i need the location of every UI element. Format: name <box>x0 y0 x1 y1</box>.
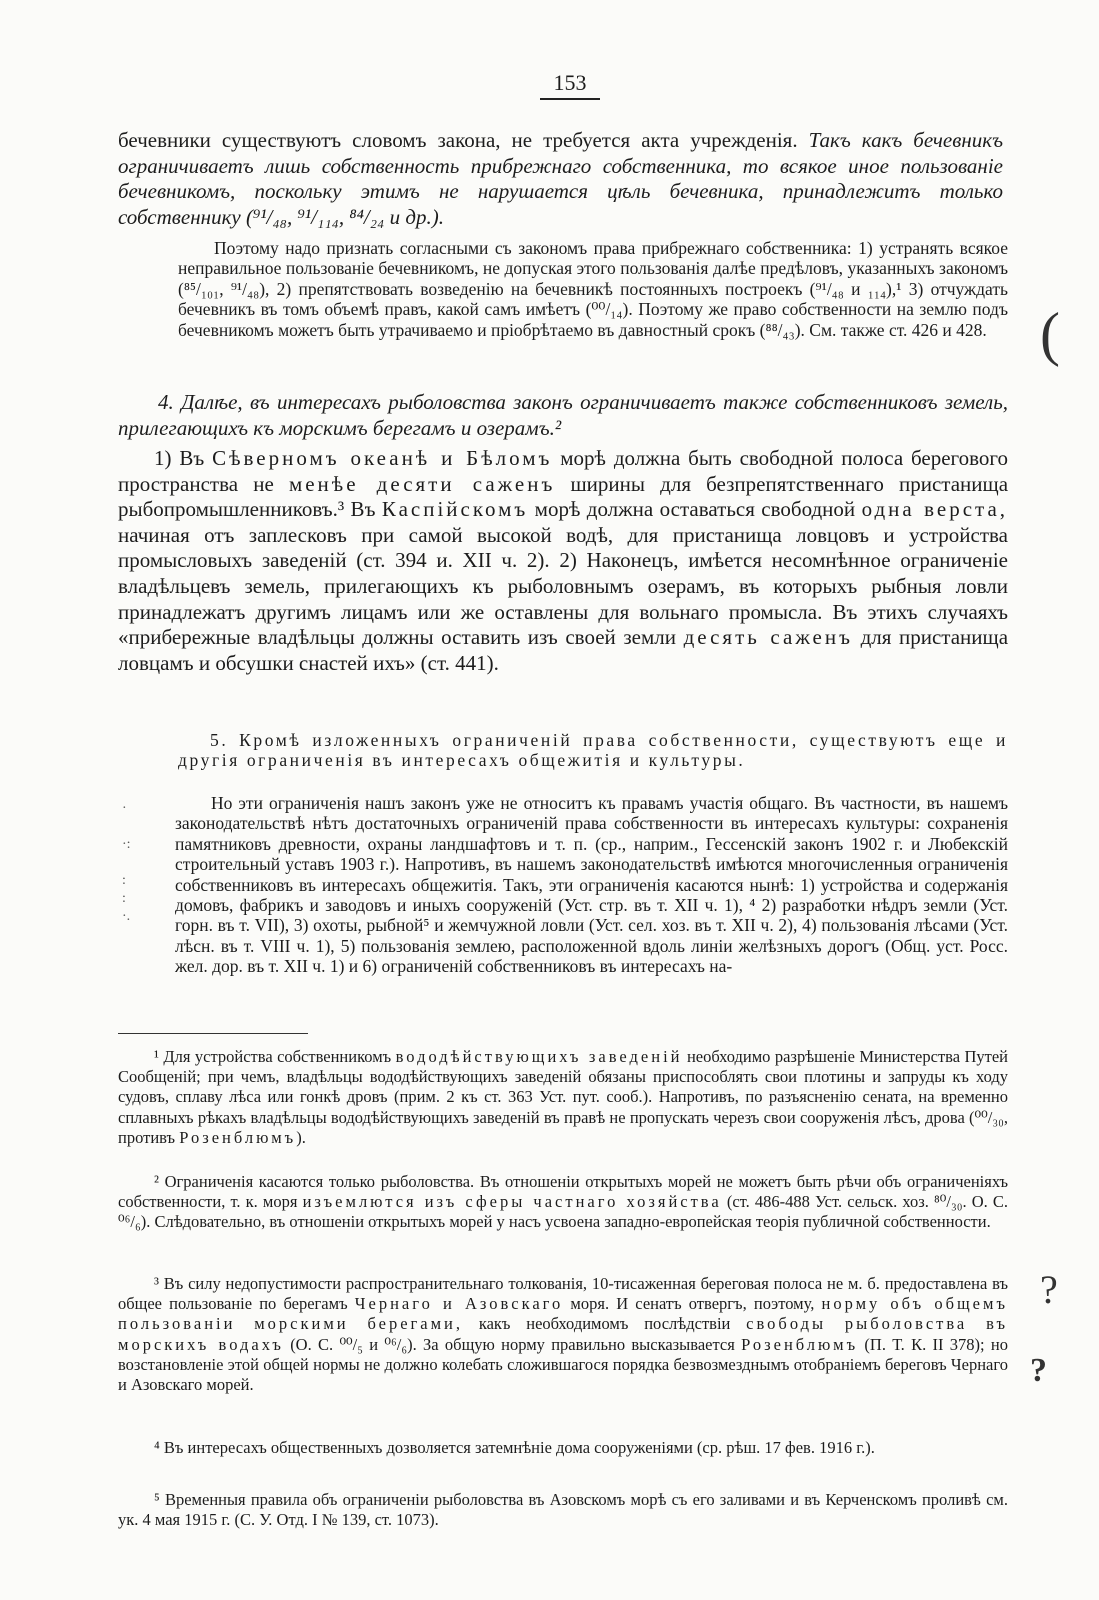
spaced-text-run: Сѣверномъ океанѣ и Бѣломъ <box>212 446 553 470</box>
footnote-marker: ² <box>154 1172 159 1191</box>
text-run: Временныя правила объ ограниченіи рыболовства въ Азовскомъ морѣ съ его заливами и въ Керченскомъ проливѣ см. ук. 4 мая 1915 г. (С. У. Отд. I № 139, ст. 1073). <box>118 1490 1008 1530</box>
spaced-text-run: Каспійскомъ <box>381 497 529 522</box>
spaced-text-run: Розенблюмъ <box>741 1334 859 1354</box>
footnote-marker: ⁵ <box>154 1490 160 1509</box>
text-run: Ограниченія касаются только рыболовства. Въ отношеніи открытыхъ морей не можетъ быть рѣчи объ ограниченіяхъ собственности, т. к. моря <box>118 1172 1009 1212</box>
spaced-text-run: норму объ общемъ пользованіи морскими берегами, <box>118 1294 1008 1334</box>
text-run: моря. И сенатъ отвергъ, поэтому, <box>570 1294 815 1314</box>
text-run: Для устройства собственникомъ <box>163 1047 392 1066</box>
spaced-text-run: свободы рыболовства въ морскихъ водахъ <box>118 1314 1008 1354</box>
paragraph-riparian-rights <box>178 238 1008 340</box>
footnote-marker: ³ <box>154 1274 159 1293</box>
text-run: морѣ должна быть свободной полоса берегового пространства не <box>118 446 1009 496</box>
text-run: Въ силу недопустимости распространительнаго толкованія, 10-тисаженная береговая полоса не м. б. предоставлена въ общее пользованіе по берегамъ <box>118 1274 1009 1314</box>
spaced-text-run: десять саженъ <box>683 625 853 650</box>
text-run: (О. С. ⁰⁰/₅ и ⁰⁶/₆). За общую норму правильно высказывается <box>290 1334 735 1354</box>
paragraph-other-restrictions <box>178 730 1008 771</box>
text-run: для пристанища ловцамъ и обсушки снастей ихъ» (ст. 441). <box>118 625 1009 675</box>
text-run: необходимо разрѣшеніе Министерства Путей Сообщеній; при чемъ, владѣльцы вододѣйствующихъ заведеній обязаны приспособлять свои плотины и запруды къ ходу судовъ, сплаву лѣса или гонкѣ дровъ (прим. 2 къ ст. 363 Уст. пут. сооб.). Напротивъ, по разъясненію сената, на временно сплавныхъ рѣкахъ владѣльцы вододѣйствующихъ заведеній въ правѣ не пропускать черезъ свои сооруженія лѣсъ, дрова (⁰⁰/₃₀, противъ <box>118 1047 1009 1147</box>
footnote-marker: ¹ <box>154 1047 159 1066</box>
footnote-5 <box>118 1490 1008 1530</box>
paragraph-text: бечевники существуютъ словомъ закона, не требуется акта учрежденія. <box>118 128 798 152</box>
text-run: 1) Въ <box>154 446 205 470</box>
margin-question-mark: ? <box>1030 1352 1047 1389</box>
paragraph-coastal-strip <box>118 446 1008 676</box>
margin-dots: · ·: : : ·. <box>122 801 131 924</box>
paragraph-italic-text: Такъ какъ бечевникъ ограничиваетъ лишь собственность прибрежнаго собственника, то всякое иное пользованіе бечевникомъ, поскольку этимъ не нарушается цѣль бечевника, принадлежитъ только собственнику (⁹¹/₄₈, ⁹¹/₁₁₄, ⁸⁴/₂₄ и др.). <box>118 128 1004 229</box>
footnote-2 <box>118 1172 1008 1233</box>
spaced-text-run: менѣе десяти саженъ <box>288 471 556 496</box>
paragraph-culture-restrictions <box>175 793 1008 977</box>
margin-question-mark: ? <box>1040 1267 1058 1312</box>
text-run: морѣ должна оставаться свободной <box>534 497 856 522</box>
footnote-4 <box>118 1438 1008 1458</box>
footnote-separator <box>118 1033 308 1034</box>
paragraph-text: Поэтому надо признать согласными съ закономъ права прибрежнаго собственника: 1) устранять всякое неправильное пользованіе бечевникомъ, не допуская этого пользованія далѣе предѣловъ, указанныхъ закономъ (⁸⁵/₁₀₁, ⁹¹/₄₈), 2) препятствовать возведенію на бечевникѣ постоянныхъ построекъ (⁹¹/₄₈ и ₁₁₄),¹ 3) отчуждать бечевникъ въ томъ объемѣ правъ, какой самъ имѣетъ (⁰⁰/₁₄). Поэтому же право собственности на землю подъ бечевникомъ можетъ быть утрачиваемо и пріобрѣтаемо въ давностный срокъ (⁸⁸/₄₃). См. также ст. 426 и 428. <box>178 238 1008 340</box>
page-number: 153 <box>540 70 600 100</box>
text-run: какъ необходимомъ послѣдствіи <box>478 1314 731 1334</box>
footnote-1 <box>118 1047 1008 1148</box>
spaced-text-run: изъемлются изъ сферы частнаго хозяйства <box>302 1192 722 1212</box>
margin-bracket-mark: ( <box>1040 301 1060 367</box>
paragraph-text: Но эти ограниченія нашъ законъ уже не относитъ къ правамъ участія общаго. Въ частности, въ нашемъ законодательствѣ нѣтъ достаточныхъ ограниченій права собственности въ интересахъ культуры: сохраненія памятниковъ древности, охраны ландшафтовъ и т. п. (ср., наприм., Гессенскій законъ 1902 г. и Любекскій строительный уставъ 1903 г.). Напротивъ, въ нашемъ законодательствѣ имѣются многочисленныя ограниченія собственниковъ въ интересахъ общежитія. Такъ, эти ограниченія касаются нынѣ: 1) устройства и содержанія домовъ, фабрикъ и заводовъ и иныхъ сооруженій (Уст. стр. въ т. XII ч. 1), ⁴ 2) разработки нѣдръ земли (Уст. горн. въ т. VII), 3) охоты, рыбной⁵ и жемчужной ловли (Уст. сел. хоз. въ т. XII ч. 2), 4) пользованія лѣсами (Уст. лѣсн. въ т. VIII ч. 1), 5) пользованія землею, расположенной вдоль линіи желѣзныхъ дорогъ (Общ. уст. Росс. жел. дор. въ т. XII ч. 1) и 6) ограниченій собственниковъ въ интересахъ на- <box>175 793 1008 977</box>
text-run: (ст. 486-488 Уст. сельск. хоз. ⁸⁰/₃₀. О. С. ⁰⁶/₆). Слѣдовательно, въ отношеніи открытыхъ морей у насъ усвоена западно-европейская теорія публичной собственности. <box>118 1192 1008 1232</box>
section-number: 5. <box>210 730 229 750</box>
paragraph-text: Далѣе, въ интересахъ рыболовства законъ ограничиваетъ также собственниковъ земель, прилегающихъ къ морскимъ берегамъ и озерамъ.² <box>118 390 1009 440</box>
spaced-text-run: Розенблюмъ <box>179 1127 297 1147</box>
paragraph-text: Кромѣ изложенныхъ ограниченій права собственности, существуютъ еще и другія ограниченія въ интересахъ общежитія и культуры. <box>178 730 1008 771</box>
text-run: (П. Т. К. II 378); но возстановленіе этой общей нормы не должно колебать сложившагося порядка безвозмезднымъ отобраніемъ береговъ Чернаго и Азовскаго морей. <box>118 1334 1008 1395</box>
spaced-text-run: одна верста, <box>861 497 1009 522</box>
footnote-3 <box>118 1274 1008 1395</box>
text-run: ). <box>296 1127 306 1147</box>
text-run: ширины для безпрепятственнаго пристанища рыбопромышленниковъ.³ Въ <box>118 471 1009 522</box>
paragraph-bechevnik <box>118 128 1003 230</box>
spaced-text-run: вододѣйствующихъ заведеній <box>395 1047 683 1066</box>
spaced-text-run: Чернаго и Азовскаго <box>354 1294 564 1314</box>
text-run: Въ интересахъ общественныхъ дозволяется затемнѣніе дома сооруженіями (ср. рѣш. 17 фев. 1916 г.). <box>163 1438 875 1457</box>
footnote-marker: ⁴ <box>154 1438 160 1457</box>
paragraph-fishing-section <box>118 390 1008 441</box>
text-run: начиная отъ заплесковъ при самой высокой водѣ, для пристанища ловцовъ и устройства промысловыхъ заведеній (ст. 394 и. XII ч. 2). 2) Наконецъ, имѣется несомнѣнное ограниченіе владѣльцевъ земель, прилегающихъ къ рыболовнымъ озерамъ, въ которыхъ рыбныя ловли принадлежатъ другимъ лицамъ или же оставлены для вольнаго промысла. Въ этихъ случаяхъ «прибережные владѣльцы должны оставить изъ своей земли <box>118 522 1008 650</box>
section-number: 4. <box>158 390 174 414</box>
